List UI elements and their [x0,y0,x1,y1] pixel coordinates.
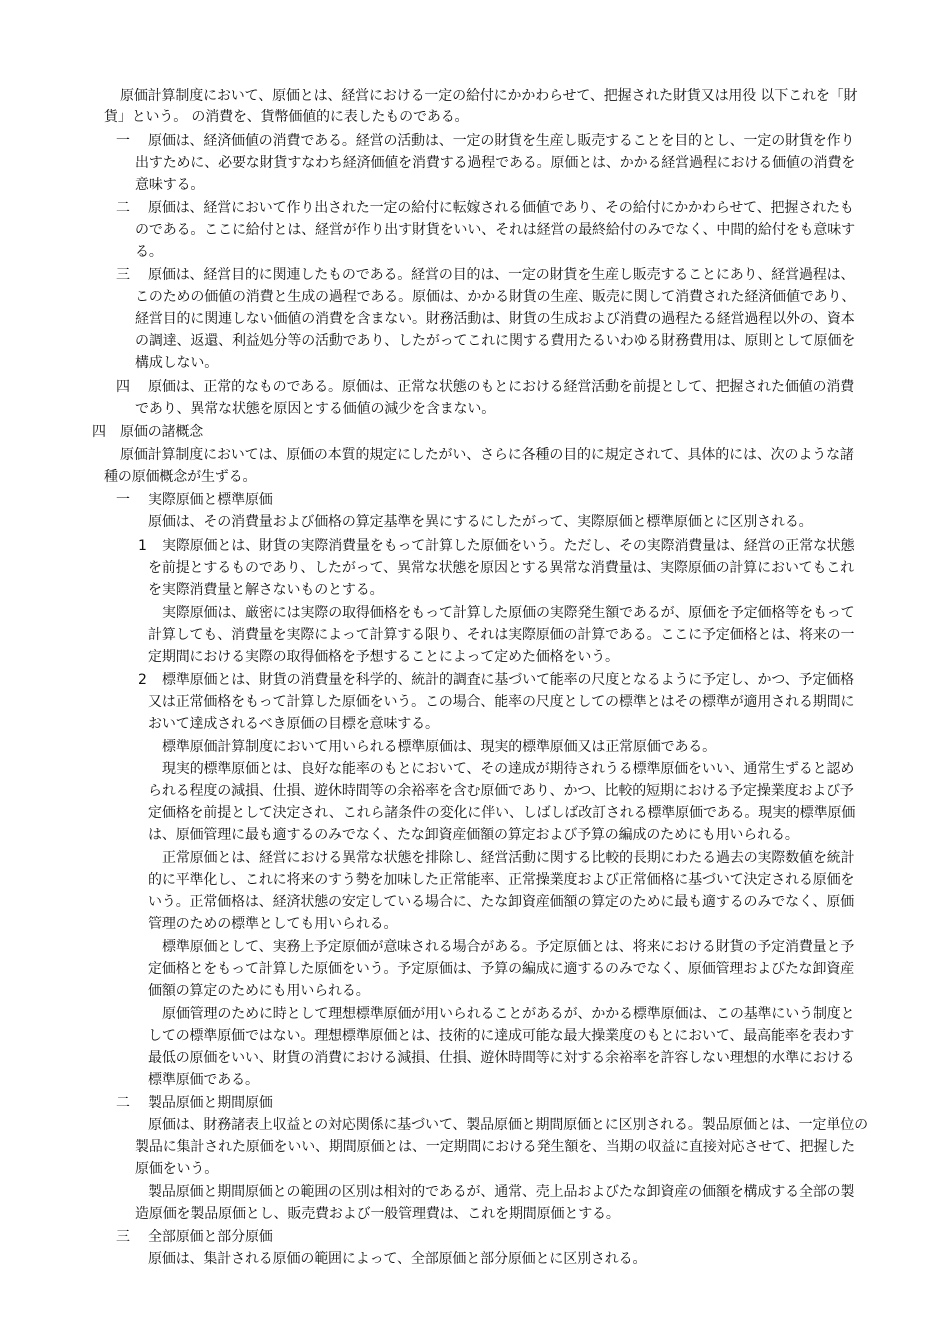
paragraph-line: 実際原価は、厳密には実際の取得価格をもって計算した原価の実際発生額であるが、原価を予定価格等をもって [162,605,855,621]
item-marker: 二 [116,200,130,216]
item-line: 意味する。 [135,177,205,193]
numbered-marker: 1 [138,538,147,554]
paragraph-line: しての標準原価ではない。理想標準原価とは、技術的に達成可能な最大操業度のもとにおいて、最高能率を表わす [148,1028,855,1044]
paragraph-line: を前提とするものであり、したがって、異常な状態を原因とする異常な消費量は、実際原価の計算においてもこれ [148,560,855,576]
paragraph-line: 原価をいう。 [135,1161,219,1177]
item-line: であり、異常な状態を原因とする価値の減少を含まない。 [135,401,496,417]
subsection-title: 全部原価と部分原価 [148,1229,273,1245]
section-marker: 四 [92,424,106,440]
paragraph-line: 定期間における実際の取得価格を予想することによって定めた価格をいう。 [148,649,619,665]
intro-line: 貨」という。 の消費を、貨幣価値的に表したものである。 [104,109,469,125]
item-line: る。 [135,244,163,260]
paragraph-line: 標準原価として、実務上予定原価が意味される場合がある。予定原価とは、将来における財貨の予定消費量と予 [162,939,855,955]
paragraph-line: 製品に集計された原価をいい、期間原価とは、一定期間における発生額を、当期の収益に直接対応させて、把握した [135,1139,855,1155]
item-marker: 四 [116,379,130,395]
subsection-marker: 一 [116,492,130,508]
section-intro-line: 種の原価概念が生ずる。 [104,469,257,485]
numbered-marker: 2 [138,672,147,688]
paragraph-line: 又は正常価格をもって計算した原価をいう。この場合、能率の尺度としての標準とはその標準が適用される期間に [148,694,855,710]
paragraph-line: 造原価を製品原価とし、販売費および一般管理費は、これを期間原価とする。 [135,1206,620,1222]
paragraph-line: 的に平準化し、これに将来のすう勢を加味した正常能率、正常操業度および正常価格に基づいて決定される原価を [148,872,855,888]
paragraph-line: 現実的標準原価とは、良好な能率のもとにおいて、その達成が期待されうる標準原価をいい、通常生ずると認め [162,761,855,777]
subsection-intro: 原価は、その消費量および価格の算定基準を異にするにしたがって、実際原価と標準原価とに区別される。 [148,514,813,530]
paragraph-line: おいて達成されるべき原価の目標を意味する。 [148,716,439,732]
paragraph-line: 価額の算定のためにも用いられる。 [148,983,370,999]
item-line: の調達、返還、利益処分等の活動であり、したがってこれに関する費用たるいわゆる財務費用は、原則として原価を [135,333,856,349]
paragraph-line: 定価格とをもって計算した原価をいう。予定原価は、予算の編成に適するのみでなく、原価管理およびたな卸資産 [148,961,855,977]
paragraph-line: は、原価管理に最も適するのみでなく、たな卸資産価額の算定および予算の編成のためにも用いられる。 [148,827,799,843]
paragraph-line: 製品原価と期間原価との範囲の区別は相対的であるが、通常、売上品およびたな卸資産の価額を構成する全部の製 [148,1184,855,1200]
item-line: 原価は、経営目的に関連したものである。経営の目的は、一定の財貨を生産し販売することにあり、経営過程は、 [148,267,855,283]
paragraph-line: いう。正常価格は、経済状態の安定している場合に、たな卸資産価額の算定のために最も適するのみでなく、原価 [148,894,855,910]
paragraph-line: 標準原価計算制度において用いられる標準原価は、現実的標準原価又は正常原価である。 [162,739,716,755]
paragraph-line: 最低の原価をいい、財貨の消費における減損、仕損、遊休時間等に対する余裕率を許容しない理想的水準における [148,1050,855,1066]
paragraph-line: 管理のための標準としても用いられる。 [148,916,398,932]
subsection-title: 実際原価と標準原価 [148,492,273,508]
item-line: 原価は、経済価値の消費である。経営の活動は、一定の財貨を生産し販売することを目的とし、一定の財貨を作り [148,133,855,149]
item-marker: 一 [116,133,130,149]
paragraph-line: 原価は、財務諸表上収益との対応関係に基づいて、製品原価と期間原価とに区別される。製品原価とは、一定単位の [148,1117,868,1133]
item-line: 経営目的に関連しない価値の消費を含まない。財務活動は、財貨の生成および消費の過程たる経営過程以外の、資本 [135,311,855,327]
paragraph-line: 標準原価とは、財貨の消費量を科学的、統計的調査に基づいて能率の尺度となるように予定し、かつ、予定価格 [162,672,854,688]
paragraph-line: 定価格を前提として決定され、これら諸条件の変化に伴い、しばしば改訂される標準原価である。現実的標準原価 [148,805,856,821]
paragraph-line: 正常原価とは、経営における異常な状態を排除し、経営活動に関する比較的長期にわたる過去の実際数値を統計 [162,850,855,866]
item-line: 出すために、必要な財貨すなわち経済価値を消費する過程である。原価とは、かかる経営過程における価値の消費を [135,155,856,171]
subsection-marker: 二 [116,1095,130,1111]
paragraph-line: 標準原価である。 [148,1072,259,1088]
item-line: 構成しない。 [135,355,219,371]
subsection-title: 製品原価と期間原価 [148,1095,273,1111]
paragraph-line: 実際原価とは、財貨の実際消費量をもって計算した原価をいう。ただし、その実際消費量は、経営の正常な状態 [162,538,855,554]
subsection-marker: 三 [116,1229,130,1245]
paragraph-line: 計算しても、消費量を実際によって計算する限り、それは実際原価の計算である。ここに予定価格とは、将来の一 [148,627,855,643]
item-line: 原価は、正常的なものである。原価は、正常な状態のもとにおける経営活動を前提として、把握された価値の消費 [148,379,855,395]
section-intro-line: 原価計算制度においては、原価の本質的規定にしたがい、さらに各種の目的に規定されて、具体的には、次のような諸 [120,447,854,463]
paragraph-line: られる程度の減損、仕損、遊休時間等の余裕率を含む原価であり、かつ、比較的短期における予定操業度および予 [148,783,854,799]
paragraph-line: 原価は、集計される原価の範囲によって、全部原価と部分原価とに区別される。 [148,1251,647,1267]
paragraph-line: を実際消費量と解さないものとする。 [148,582,384,598]
item-line: 原価は、経営において作り出された一定の給付に転嫁される価値であり、その給付にかかわらせて、把握されたも [148,200,854,216]
item-line: のである。ここに給付とは、経営が作り出す財貨をいい、それは経営の最終給付のみでなく、中間的給付をも意味す [135,222,855,238]
item-line: このための価値の消費と生成の過程である。原価は、かかる財貨の生産、販売に関して消費された経済価値であり、 [135,289,856,305]
section-title: 原価の諸概念 [120,424,204,440]
paragraph-line: 原価管理のために時として理想標準原価が用いられることがあるが、かかる標準原価は、この基準にいう制度と [162,1006,855,1022]
item-marker: 三 [116,267,130,283]
intro-line: 原価計算制度において、原価とは、経営における一定の給付にかかわらせて、把握された財貨又は用役 以下これを「財 [120,88,858,104]
